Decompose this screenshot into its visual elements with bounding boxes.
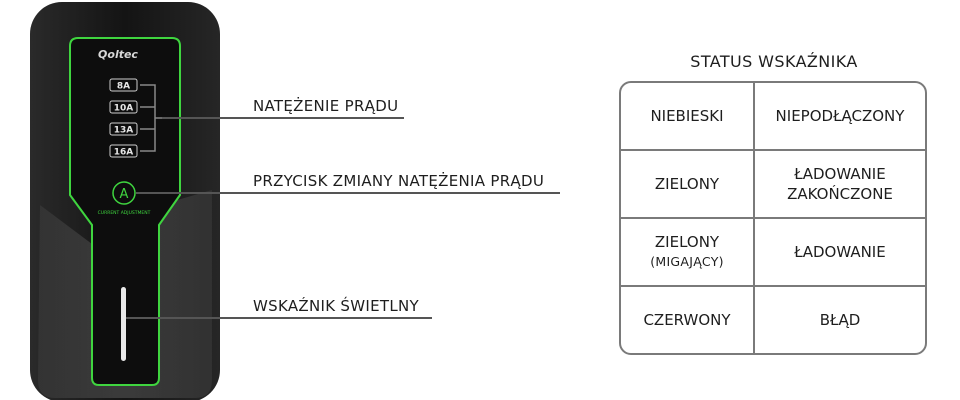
amp-label-16a: 16A [113, 147, 134, 158]
current-adjust-caption: CURRENT ADJUSTMENT [97, 211, 151, 216]
status-state-cell [755, 219, 925, 287]
status-color-sublabel: (MIGAJĄCY) [650, 254, 724, 269]
light-indicator-bar [121, 287, 126, 361]
current-adjust-button-symbol: A [119, 187, 129, 202]
status-color-label: NIEBIESKI [650, 107, 724, 125]
status-color-label: ZIELONY [654, 233, 720, 251]
status-state-label: BŁĄD [819, 311, 861, 329]
callout-line-current [240, 117, 404, 119]
status-color-cell [621, 151, 755, 219]
amp-label-10a: 10A [113, 103, 134, 114]
callout-current-label: NATĘŻENIE PRĄDU [253, 97, 399, 115]
status-state-label: NIEPODŁĄCZONY [775, 107, 905, 125]
status-state-cell [755, 83, 925, 151]
status-table [619, 81, 927, 355]
status-color-cell [621, 83, 755, 151]
status-table-title: STATUS WSKAŹNIKA [690, 52, 858, 71]
callout-indicator-label: WSKAŹNIK ŚWIETLNY [253, 297, 419, 315]
callout-button-label: PRZYCISK ZMIANY NATĘŻENIA PRĄDU [253, 172, 545, 190]
status-state-cell [755, 287, 925, 353]
status-state-label: ZAKOŃCZONE [787, 185, 893, 203]
status-color-cell [621, 219, 755, 287]
status-color-label: ZIELONY [654, 175, 720, 193]
brand-logo: Qoltec [98, 48, 138, 61]
ev-charger-illustration [0, 0, 240, 400]
callout-line-button [240, 192, 560, 194]
amp-label-13a: 13A [113, 125, 134, 136]
status-state-cell [755, 151, 925, 219]
status-color-label: CZERWONY [643, 311, 731, 329]
amp-label-8a: 8A [116, 81, 131, 92]
status-color-cell [621, 287, 755, 353]
status-state-label: ŁADOWANIE [794, 165, 886, 183]
status-state-label: ŁADOWANIE [794, 243, 886, 261]
callout-line-indicator [240, 317, 432, 319]
